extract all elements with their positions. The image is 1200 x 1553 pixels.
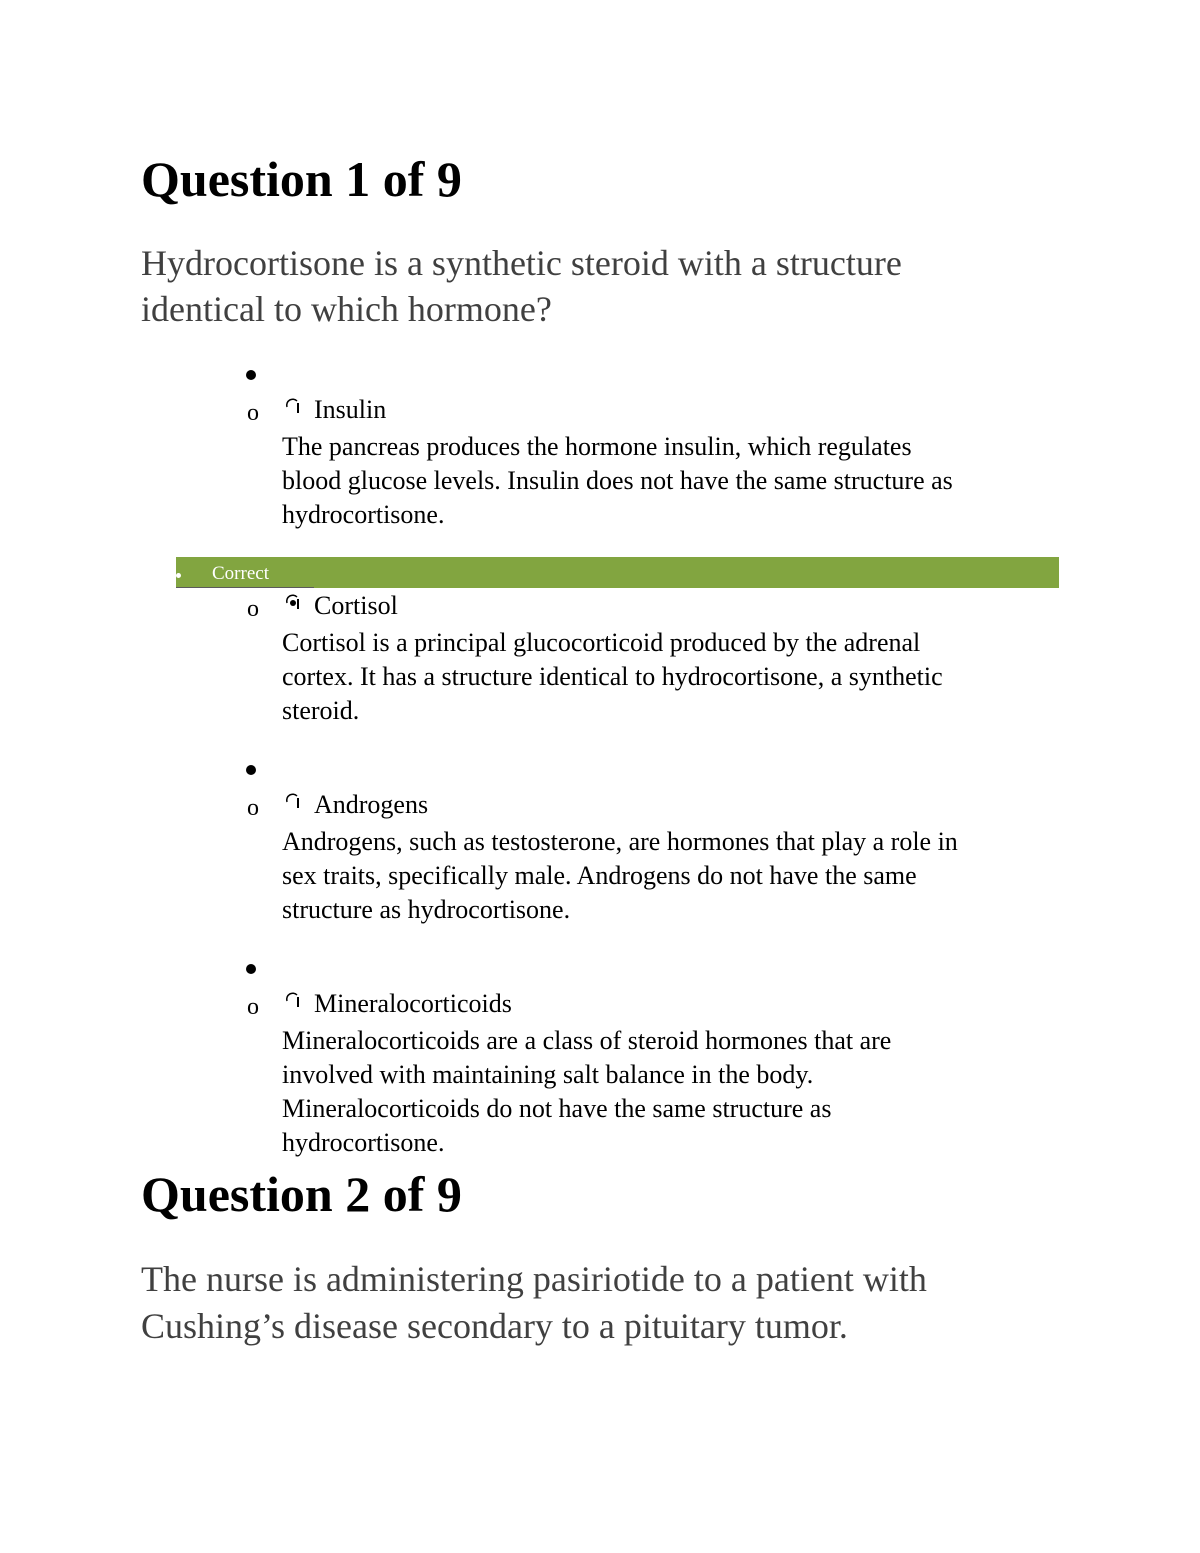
sub-bullet-marker: o	[247, 994, 259, 1020]
option-androgens-explanation-line-1: Androgens, such as testosterone, are hormones that play a role in	[282, 827, 958, 856]
correct-answer-banner	[176, 557, 1059, 588]
option-mineralocorticoids-explanation-line-1: Mineralocorticoids are a class of steroid hormones that are	[282, 1026, 892, 1055]
radio-selected-icon[interactable]	[285, 593, 303, 611]
option-insulin-explanation-line-2: blood glucose levels. Insulin does not have the same structure as	[282, 466, 953, 495]
sub-bullet-marker: o	[247, 400, 259, 426]
option-androgens-explanation-line-2: sex traits, specifically male. Androgens do not have the same	[282, 861, 917, 890]
list-bullet	[246, 765, 256, 775]
correct-badge: Correct	[212, 563, 269, 584]
option-insulin-explanation-line-3: hydrocortisone.	[282, 500, 445, 529]
sub-bullet-marker: o	[247, 795, 259, 821]
list-bullet	[246, 370, 256, 380]
option-mineralocorticoids-label[interactable]: Mineralocorticoids	[314, 989, 512, 1018]
option-mineralocorticoids-explanation-line-2: involved with maintaining salt balance in the body.	[282, 1060, 814, 1089]
option-cortisol-explanation-line-1: Cortisol is a principal glucocorticoid produced by the adrenal	[282, 628, 921, 657]
question-1-title: Question 1 of 9	[141, 151, 462, 207]
option-mineralocorticoids-explanation-line-4: hydrocortisone.	[282, 1128, 445, 1157]
option-androgens-explanation-line-3: structure as hydrocortisone.	[282, 895, 571, 924]
correct-badge-underline	[176, 587, 314, 588]
option-cortisol-label[interactable]: Cortisol	[314, 591, 398, 620]
option-mineralocorticoids-explanation-line-3: Mineralocorticoids do not have the same structure as	[282, 1094, 832, 1123]
question-1-text-line-2: identical to which hormone?	[141, 289, 552, 329]
question-2-text-line-2: Cushing’s disease secondary to a pituitary tumor.	[141, 1306, 848, 1346]
question-1-text-line-1: Hydrocortisone is a synthetic steroid with a structure	[141, 243, 902, 283]
list-bullet	[246, 964, 256, 974]
option-androgens-label[interactable]: Androgens	[314, 790, 429, 819]
option-insulin-label[interactable]: Insulin	[314, 395, 387, 424]
radio-unselected-icon[interactable]	[285, 792, 303, 810]
question-2-text-line-1: The nurse is administering pasiriotide to a patient with	[141, 1259, 927, 1299]
option-cortisol-explanation-line-2: cortex. It has a structure identical to hydrocortisone, a synthetic	[282, 662, 943, 691]
sub-bullet-marker: o	[247, 596, 259, 622]
list-bullet	[176, 573, 181, 578]
radio-unselected-icon[interactable]	[285, 397, 303, 415]
question-2-title: Question 2 of 9	[141, 1166, 462, 1222]
radio-unselected-icon[interactable]	[285, 991, 303, 1009]
option-cortisol-explanation-line-3: steroid.	[282, 696, 360, 725]
option-insulin-explanation-line-1: The pancreas produces the hormone insulin, which regulates	[282, 432, 912, 461]
